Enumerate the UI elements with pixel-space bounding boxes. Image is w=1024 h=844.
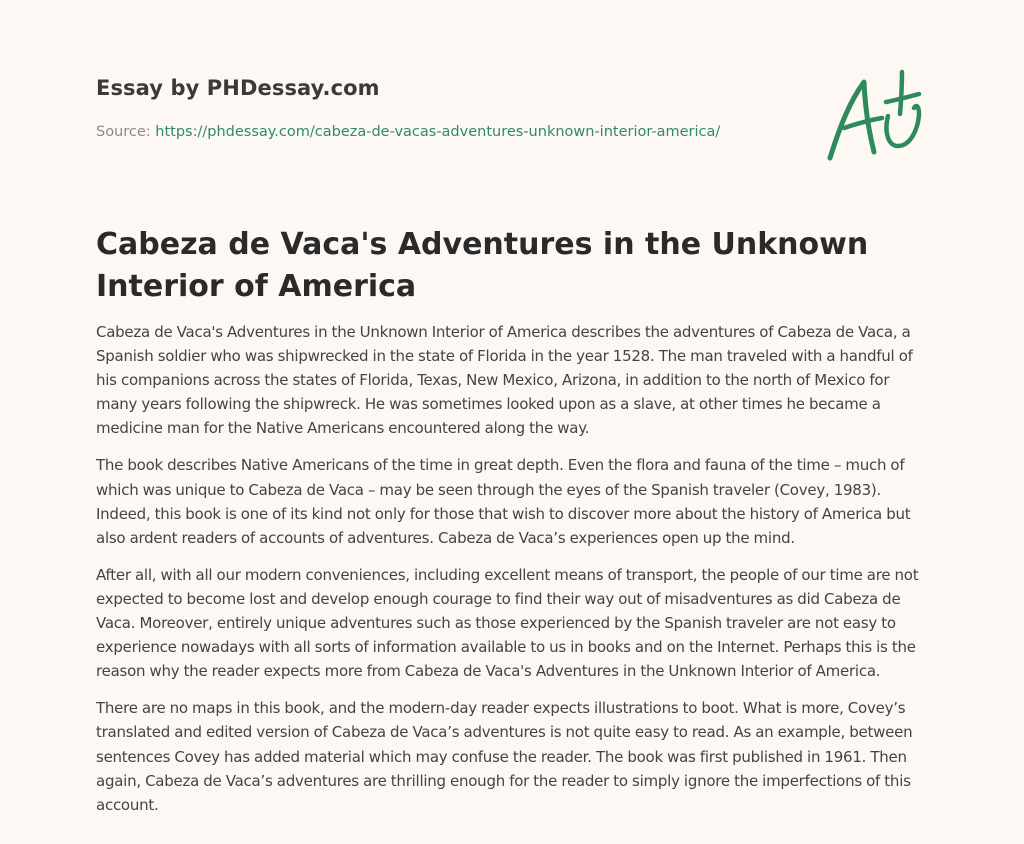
source-label: Source:: [96, 124, 151, 140]
essay-body: [96, 320, 932, 830]
essay-paragraph: Cabeza de Vaca's Adventures in the Unknown Interior of America describes the adventures of Cabeza de Vaca, a Spanish soldier who was shipwrecked in the state of Florida in the year 1528. The man traveled with a handful of his companions across the states of Florida, Texas, New Mexico, Arizona, in addition to the north of Mexico for many years following the shipwreck. He was sometimes looked upon as a slave, at other times he became a medicine man for the Native Americans encountered along the way.: [96, 323, 913, 438]
essay-paragraph: There are no maps in this book, and the modern-day reader expects illustrations to boot. What is more, Covey’s translated and edited version of Cabeza de Vaca’s adventures is not quite easy to read. As an example, between sentences Covey has added material which may confuse the reader. The book was first published in 1961. Then again, Cabeza de Vaca’s adventures are thrilling enough for the reader to simply ignore the imperfections of this account.: [96, 699, 913, 814]
essay-paragraph: The book describes Native Americans of the time in great depth. Even the flora and fauna of the time – much of which was unique to Cabeza de Vaca – may be seen through the eyes of the Spanish traveler (Covey, 1983). Indeed, this book is one of its kind not only for those that wish to discover more about the history of America but also ardent readers of accounts of adventures. Cabeza de Vaca’s experiences open up the mind.: [96, 456, 911, 547]
source-line: [96, 124, 720, 140]
source-link[interactable]: https://phdessay.com/cabeza-de-vacas-adventures-unknown-interior-america/: [155, 124, 721, 140]
a-plus-grade-icon: [820, 66, 930, 166]
essay-title: Cabeza de Vaca's Adventures in the Unknown Interior of America: [96, 227, 869, 304]
essay-paragraph: After all, with all our modern conveniences, including excellent means of transport, the people of our time are not expected to become lost and develop enough courage to find their way out of misadventures as did Cabeza de Vaca. Moreover, entirely unique adventures such as those experienced by the Spanish traveler are not easy to experience nowadays with all sorts of information available to us in books and on the Internet. Perhaps this is the reason why the reader expects more from Cabeza de Vaca's Adventures in the Unknown Interior of America.: [96, 565, 919, 681]
page-header: [96, 76, 796, 140]
a-plus-grade-icon-svg: [820, 66, 930, 166]
site-name: Essay by PHDessay.com: [96, 76, 380, 100]
